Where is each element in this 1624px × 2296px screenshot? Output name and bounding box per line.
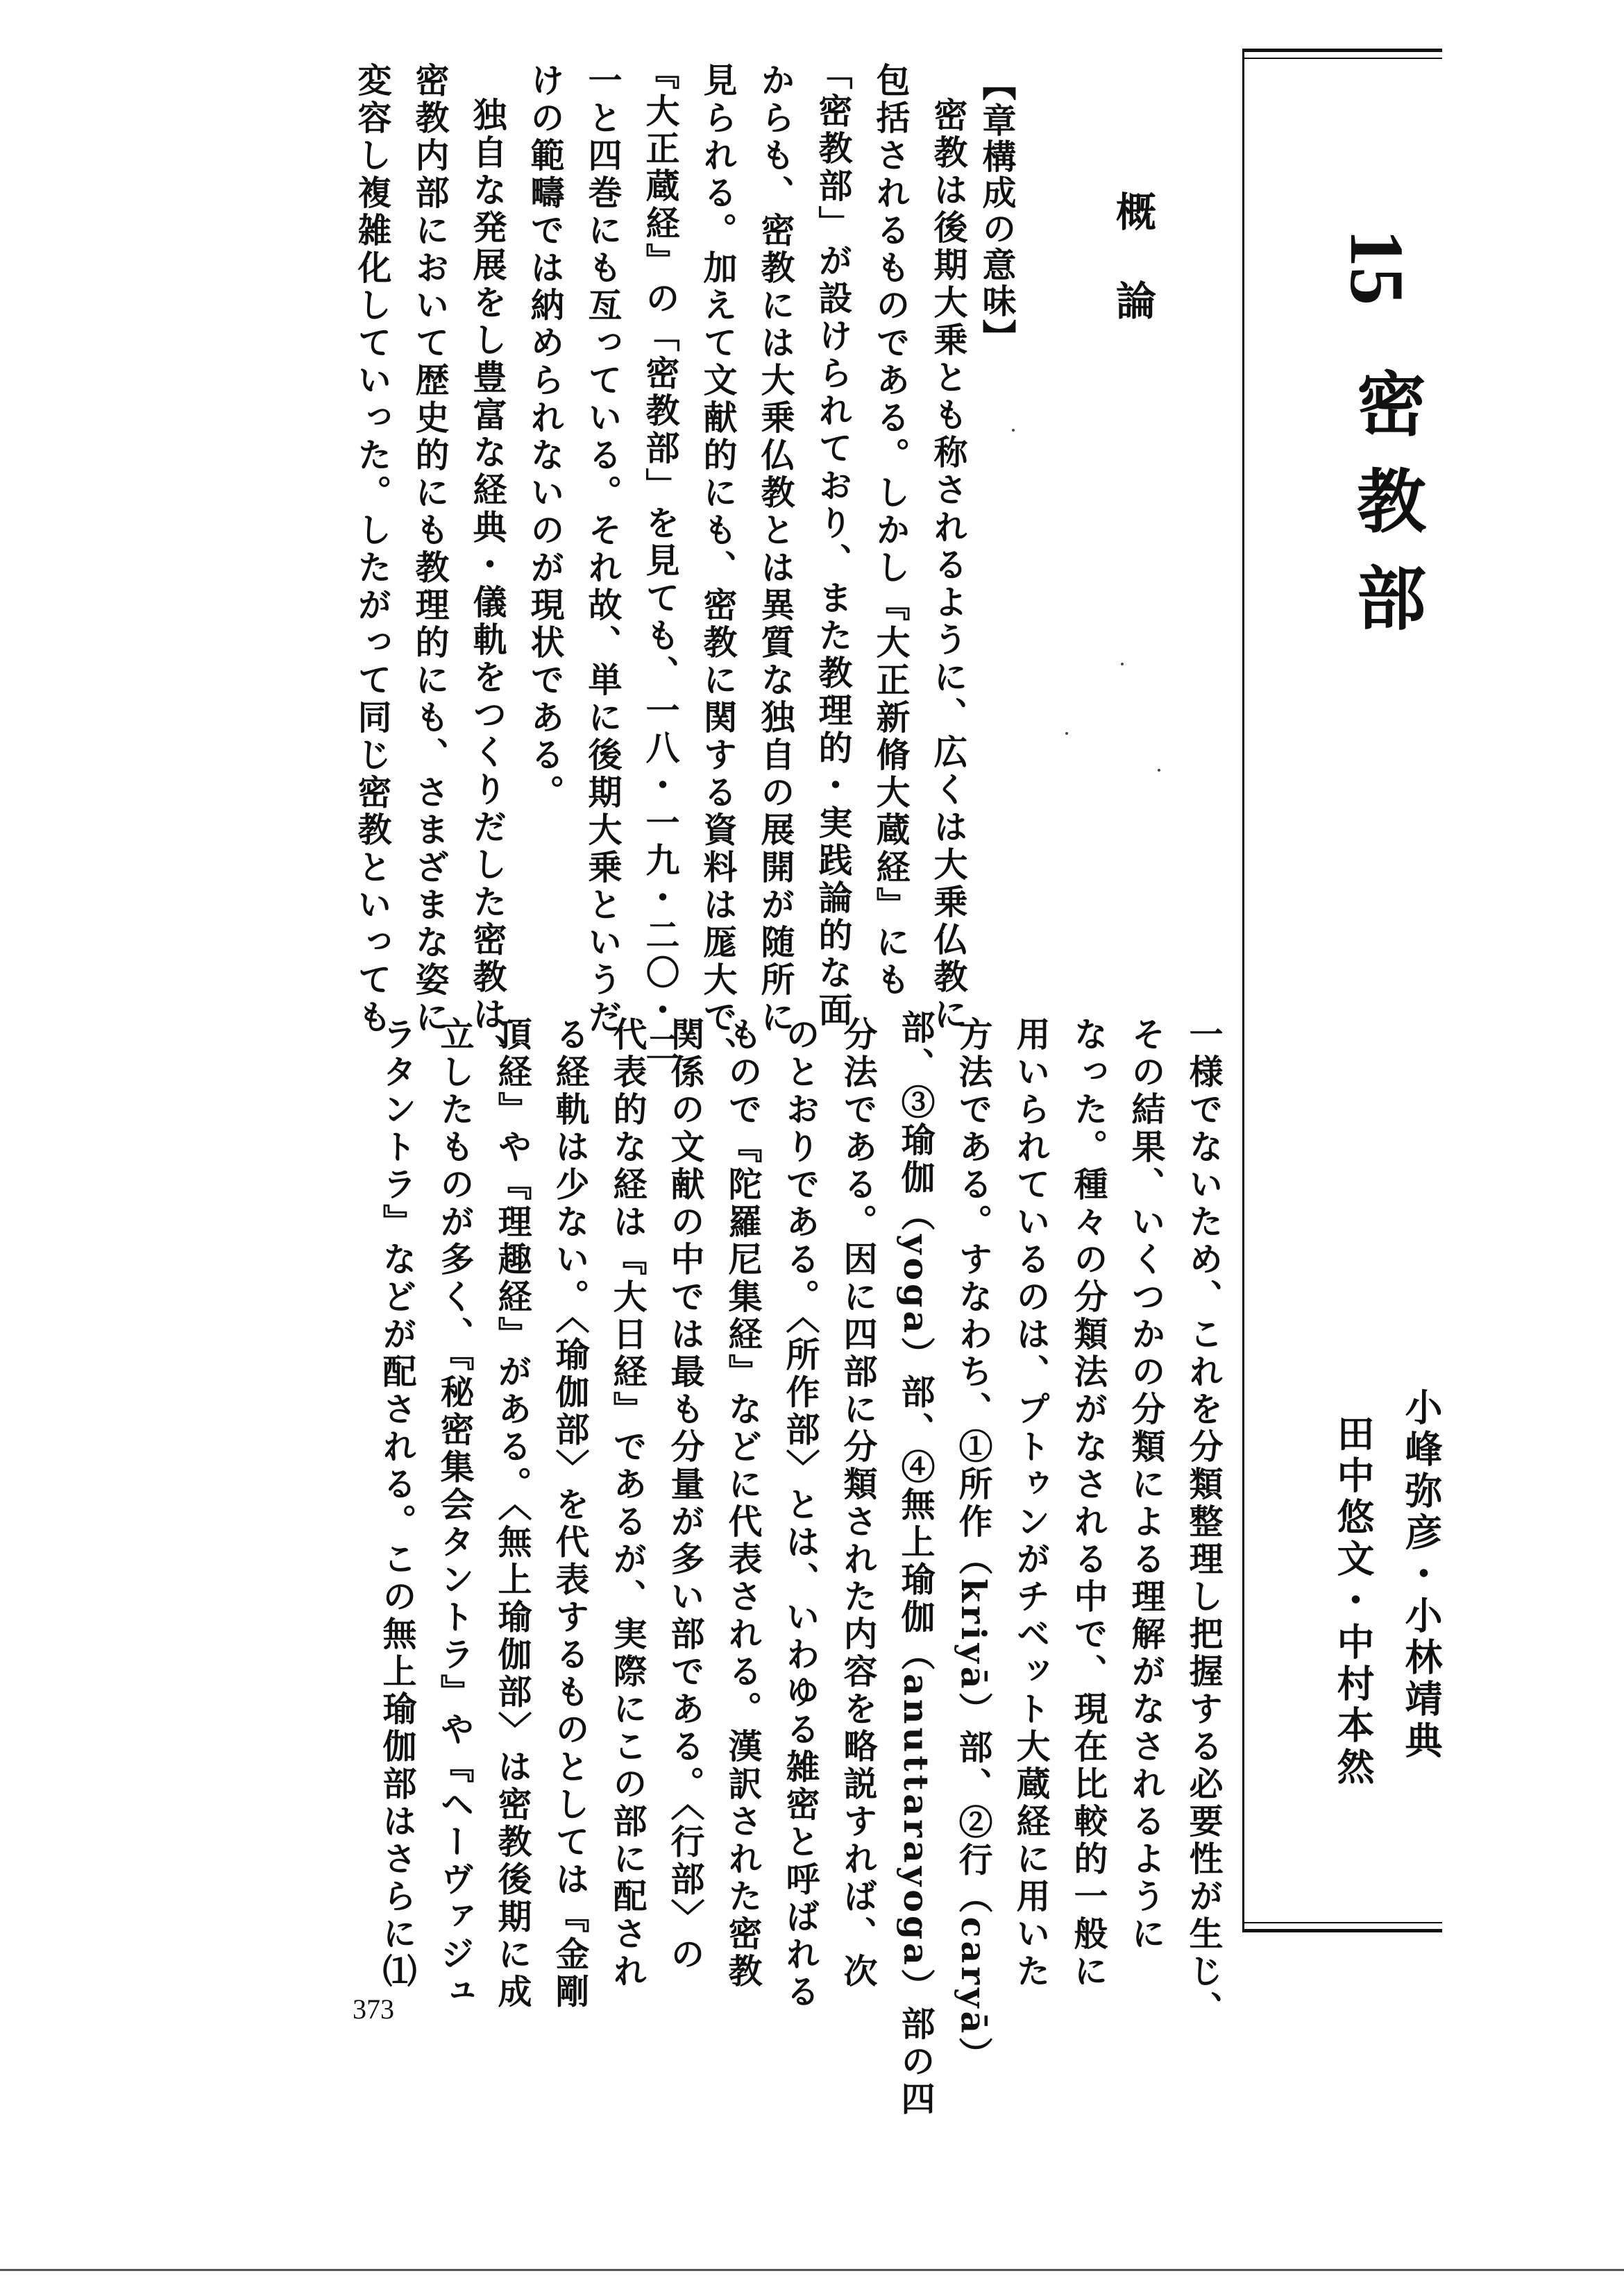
upper-column: 変容し複雑化していった。したがって同じ密教といっても (353, 62, 393, 1037)
upper-column: 「密教部」が設けられており、また教理的・実践論的な面 (813, 56, 854, 1030)
lower-column: 方法である。すなわち、①所作（kriyā）部、②行（caryā） (954, 1017, 994, 2075)
lower-column: 頂経』や『理趣経』がある。〈無上瑜伽部〉は密教後期に成 (493, 1017, 533, 2012)
lower-column: 代表的な経は『大日経』であるが、実際にこの部に配され (608, 1017, 648, 1991)
upper-column: 一と四巻にも亙っている。それ故、単に後期大乗というだ (583, 62, 623, 1037)
subheading: 【章構成の意味】 (977, 67, 1017, 355)
lower-column: 用いられているのは、プトゥンがチベット大蔵経に用いた (1011, 1017, 1051, 1991)
upper-column: 包括されるものである。しかし『大正新脩大蔵経』にも (871, 62, 911, 999)
lower-column: のとおりである。〈所作部〉とは、いわゆる雑密と呼ばれる (781, 1017, 821, 2012)
upper-column: 見られる。加えて文献的にも、密教に関する資料は厖大で、 (698, 62, 738, 1074)
section-title: 概論 (1109, 191, 1156, 368)
lower-column: る経軌は少ない。〈瑜伽部〉を代表するものとしては『金剛 (550, 1017, 591, 2012)
page-number: 373 (353, 1993, 394, 2025)
lower-column: 一様でないため、これを分類整理し把握する必要性が生じ、 (1184, 1017, 1224, 2028)
scan-speck (1158, 769, 1160, 772)
lower-column: その結果、いくつかの分類による理解がなされるように (1126, 1017, 1167, 1953)
lower-column: 立したものが多く、『秘密集会タントラ』や『ヘーヴァジュ (435, 1017, 475, 2012)
lower-column: 分法である。因に四部に分類された内容を略説すれば、次 (838, 1017, 879, 1991)
upper-column: 『大正蔵経』の「密教部」を見ても、一八・一九・二〇・二 (641, 56, 681, 1067)
upper-column: 密教は後期大乗とも称されるように、広くは大乗仏教に (929, 97, 969, 1034)
chapter-title: 密教部 (1345, 368, 1427, 659)
author-line-1: 小峰弥彦・小林靖典 (1399, 1388, 1444, 1762)
upper-column: 独自な発展をし豊富な経典・儀軌をつくりだした密教は、 (468, 97, 508, 1071)
upper-column: けの範疇では納められないのが現状である。 (525, 62, 566, 812)
lower-column: もので『陀羅尼集経』などに代表される。漢訳された密教 (723, 1017, 763, 1991)
lower-column: 関係の文献の中では最も分量が多い部である。〈行部〉の (666, 1017, 706, 1974)
upper-column: 密教内部において歴史的にも教理的にも、さまざまな姿に (410, 62, 450, 1037)
lower-column: なった。種々の分類法がなされる中で、現在比較的一般に (1069, 1017, 1109, 1991)
lower-column: ラタントラ』などが配される。この無上瑜伽部はさらに⑴ (378, 1017, 418, 1991)
scan-speck (1121, 663, 1124, 665)
scan-speck (1012, 429, 1015, 432)
scan-speck (1065, 732, 1068, 735)
lower-column: 部、③瑜伽（yoga）部、④無上瑜伽（anuttarayoga）部の四 (896, 1010, 936, 2118)
author-line-2: 田中悠文・中村本然 (1331, 1414, 1376, 1789)
upper-column: からも、密教には大乗仏教とは異質な独自の展開が随所に (756, 62, 796, 1037)
bottom-scan-rule (0, 2269, 1624, 2271)
chapter-number: 15 (1335, 229, 1419, 305)
